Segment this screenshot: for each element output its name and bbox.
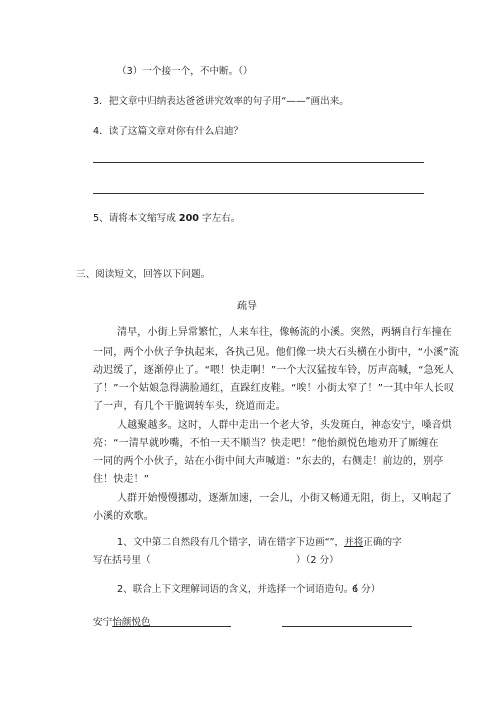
- passage-title: 疏导: [237, 301, 257, 312]
- section-heading: 三、阅读短文，回答以下问题。: [76, 269, 211, 280]
- word-anning: 安宁: [93, 617, 113, 628]
- question-5: [93, 214, 240, 224]
- passage-line: 小溪的欢歌。: [93, 511, 154, 522]
- passage-line: 清早，小街上异常繁忙，人来车往，像畅流的小溪。突然，两辆自行车撞在: [117, 327, 452, 338]
- question-5-text-b: 字左右。: [198, 213, 241, 224]
- question-1-text-a: 1、文中第二自然段有几个错字，请在错字下边画“”，: [117, 537, 345, 548]
- passage-line: 亮：“一清早就吵嘴，不怕一天不顺当？快走吧！”他怡颜悦色地劝开了厮缠在: [93, 438, 439, 449]
- passage-line: 一同，两个小伙子争执起来，各执己见。他们像一块大石头横在小街中，“小溪”流: [93, 347, 459, 358]
- passage-line: 住！快走！”: [93, 474, 150, 485]
- question-2-score: 6 分）: [352, 584, 381, 595]
- passage-line: 动迟缓了，逐渐停止了。“喂！快走啊！”一个大汉猛按车铃，厉声高喊，“急死人: [93, 365, 455, 376]
- answer-line-2: [93, 193, 424, 194]
- passage-line: 了一声，有几个干脆调转车头，绕道而走。: [93, 401, 286, 412]
- passage-line: 了！”一个姑娘急得满脸通红，直跺红皮鞋。“唉！小街太窄了！”一其中年人长叹: [93, 383, 455, 394]
- word-yiyanyuese: 怡颜悦色: [112, 617, 151, 628]
- question-1-text-b: 正确的字: [363, 537, 402, 548]
- question-1-line-1: [117, 538, 402, 548]
- question-4: 4．读了这篇文章对你有什么启迪？: [93, 126, 244, 137]
- answer-line-3: [150, 626, 231, 627]
- question-5-text-a: 5、请将本文缩写成: [93, 213, 179, 224]
- answer-line-4: [282, 626, 412, 627]
- question-5-number: 200: [178, 213, 199, 224]
- question-1-line-2: 写在括号里（: [93, 555, 151, 566]
- answer-line-1: [93, 162, 424, 163]
- question-2: 2、联合上下文理解词语的含义，并选择一个词语造句。（: [117, 584, 359, 595]
- item-3: （3）一个接一个，不中断。（）: [117, 66, 253, 77]
- passage-line: 人群开始慢慢挪动，逐渐加速，一会儿，小街又畅通无阻，街上，又响起了: [117, 493, 452, 504]
- passage-line: 人越聚越多。这时，人群中走出一个老大爷，头发斑白，神态安宁，嗓音烘: [117, 420, 452, 431]
- question-1-score: ）（2 分）: [296, 555, 339, 566]
- question-3: 3．把文章中归纳表达爸爸讲究效率的句子用“——”画出来。: [93, 96, 349, 107]
- question-1-underlined: 并将: [344, 537, 364, 548]
- passage-line: 一同的两个小伙子，站在小街中间大声喊道：“东去的，右侧走！前边的，别亭: [93, 456, 444, 467]
- question-2-words: [93, 618, 151, 628]
